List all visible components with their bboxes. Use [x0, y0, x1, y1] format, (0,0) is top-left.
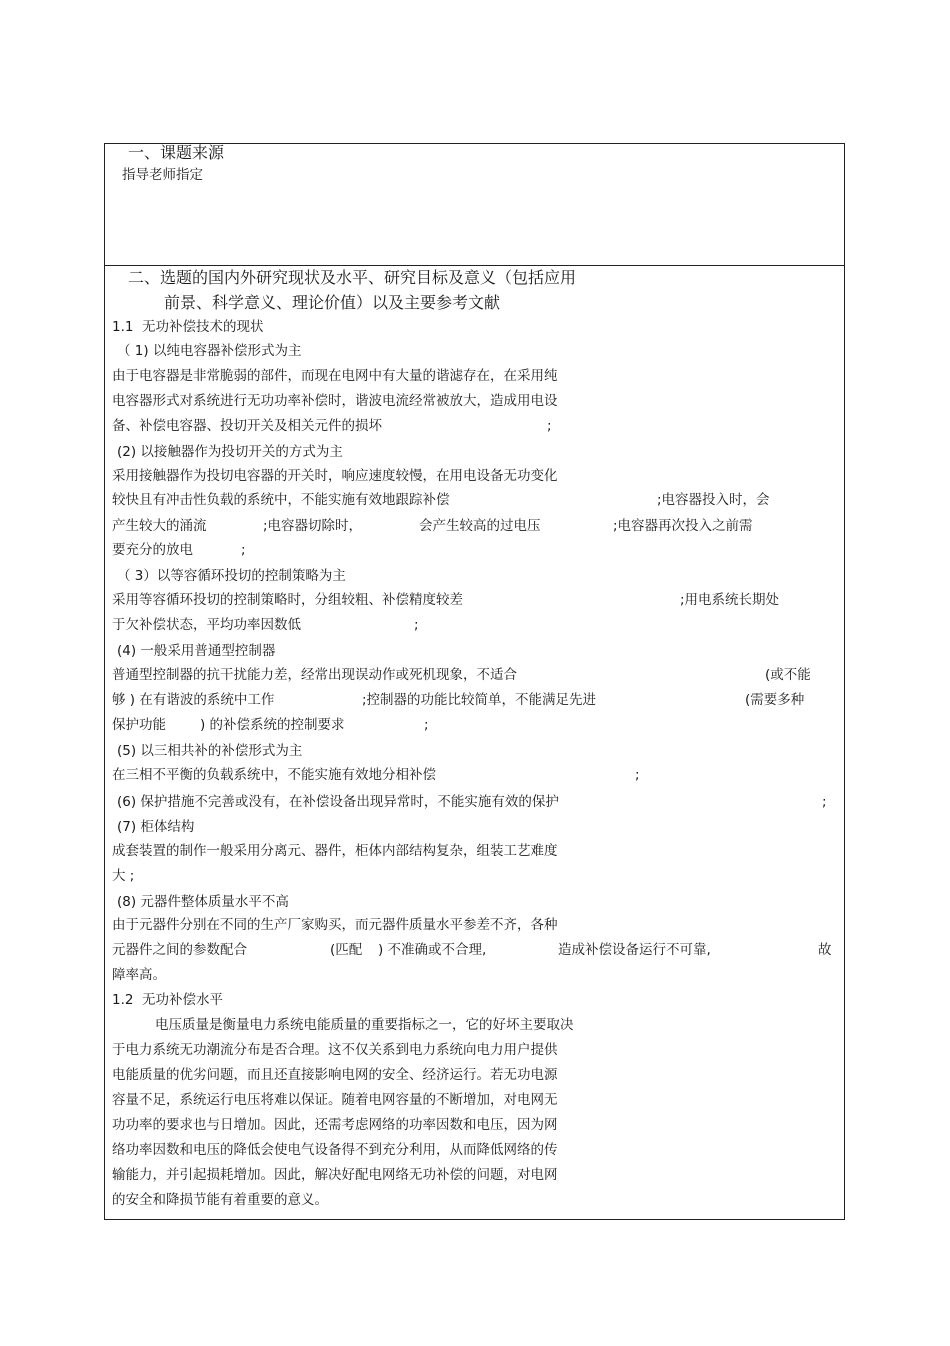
body-line-18-seg-0: 在三相不平衡的负载系统中，不能实施有效地分相补偿 — [112, 767, 436, 783]
body-line-12-seg-0: 于欠补偿状态，平均功率因数低 — [112, 617, 301, 633]
body-line-8-seg-3: ;电容器再次投入之前需 — [613, 518, 753, 534]
body-line-7-seg-1: ;电容器投入时，会 — [657, 492, 770, 508]
body-line-11-seg-1: ;用电系统长期处 — [680, 592, 780, 608]
row-divider — [104, 265, 845, 266]
body-line-31-seg-0: 容量不足，系统运行电压将难以保证。随着电网容量的不断增加，对电网无 — [112, 1092, 558, 1108]
body-line-33-seg-0: 络功率因数和电压的降低会使电气设备得不到充分利用，从而降低网络的传 — [112, 1142, 558, 1158]
body-line-32-seg-0: 功功率的要求也与日增加。因此，还需考虑网络的功率因数和电压，因为网 — [112, 1117, 558, 1133]
body-line-25-seg-1: (匹配 — [330, 942, 363, 958]
body-line-0-seg-0: 1.1 无功补偿技术的现状 — [112, 319, 264, 335]
body-line-9-seg-1: ; — [241, 542, 246, 558]
body-line-14-seg-0: 普通型控制器的抗干扰能力差，经常出现误动作或死机现象，不适合 — [112, 667, 517, 683]
body-line-5-seg-0: (2) 以接触器作为投切开关的方式为主 — [117, 444, 343, 460]
body-line-25-seg-3: 造成补偿设备运行不可靠, — [558, 942, 711, 958]
body-line-16-seg-2: ; — [424, 717, 429, 733]
body-line-2-seg-0: 由于电容器是非常脆弱的部件，而现在电网中有大量的谐滤存在，在采用纯 — [112, 368, 558, 384]
section1-heading: 一、课题来源 — [128, 143, 225, 162]
body-line-26-seg-0: 障率高。 — [112, 967, 166, 983]
body-line-13-seg-0: (4) 一般采用普通型控制器 — [117, 643, 276, 659]
body-line-4-seg-1: ; — [547, 418, 552, 434]
body-line-8-seg-1: ;电容器切除时， — [263, 518, 363, 534]
body-line-25-seg-0: 元器件之间的参数配合 — [112, 942, 247, 958]
body-line-15-seg-1: ;控制器的功能比较简单，不能满足先进 — [362, 692, 597, 708]
body-line-29-seg-0: 于电力系统无功潮流分布是否合理。这不仅关系到电力系统向电力用户提供 — [112, 1042, 558, 1058]
body-line-8-seg-2: 会产生较高的过电压 — [419, 518, 541, 534]
body-line-20-seg-0: (7) 柜体结构 — [117, 819, 195, 835]
body-line-19-seg-0: (6) 保护措施不完善或没有，在补偿设备出现异常时，不能实施有效的保护 — [117, 794, 559, 810]
body-line-21-seg-0: 成套装置的制作一般采用分离元、器件，柜体内部结构复杂，组装工艺难度 — [112, 843, 558, 859]
body-line-14-seg-1: (或不能 — [765, 667, 811, 683]
body-line-24-seg-0: 由于元器件分别在不同的生产厂家购买，而元器件质量水平参差不齐，各种 — [112, 917, 558, 933]
body-line-19-seg-1: ; — [822, 794, 827, 810]
body-line-22-seg-0: 大 ; — [112, 868, 135, 884]
body-line-18-seg-1: ; — [635, 767, 640, 783]
body-line-15-seg-2: (需要多种 — [745, 692, 805, 708]
body-line-25-seg-4: 故 — [818, 942, 832, 958]
body-line-23-seg-0: (8) 元器件整体质量水平不高 — [117, 894, 289, 910]
body-line-9-seg-0: 要充分的放电 — [112, 542, 193, 558]
body-line-16-seg-1: ) 的补偿系统的控制要求 — [200, 717, 345, 733]
body-line-25-seg-2: ) 不准确或不合理, — [378, 942, 487, 958]
body-line-17-seg-0: (5) 以三相共补的补偿形式为主 — [117, 743, 303, 759]
body-line-6-seg-0: 采用接触器作为投切电容器的开关时，响应速度较慢，在用电设备无功变化 — [112, 468, 558, 484]
body-line-4-seg-0: 备、补偿电容器、投切开关及相关元件的损坏 — [112, 418, 382, 434]
body-line-8-seg-0: 产生较大的涌流 — [112, 518, 207, 534]
body-line-15-seg-0: 够 ) 在有谐波的系统中工作 — [112, 692, 275, 708]
body-line-7-seg-0: 较快且有冲击性负载的系统中，不能实施有效地跟踪补偿 — [112, 492, 450, 508]
body-line-16-seg-0: 保护功能 — [112, 717, 166, 733]
body-line-28-seg-0: 电压质量是衡量电力系统电能质量的重要指标之一，它的好坏主要取决 — [155, 1017, 574, 1033]
body-line-10-seg-0: （ 3）以等容循环投切的控制策略为主 — [117, 568, 346, 584]
body-line-27-seg-0: 1.2 无功补偿水平 — [112, 992, 224, 1008]
body-line-35-seg-0: 的安全和降损节能有着重要的意义。 — [112, 1192, 328, 1208]
section1-content: 指导老师指定 — [122, 167, 203, 183]
body-line-3-seg-0: 电容器形式对系统进行无功功率补偿时，谐波电流经常被放大，造成用电设 — [112, 393, 558, 409]
body-line-30-seg-0: 电能质量的优劣问题，而且还直接影响电网的安全、经济运行。若无功电源 — [112, 1067, 558, 1083]
section2-heading-line2: 前景、科学意义、理论价值）以及主要参考文献 — [164, 293, 501, 312]
body-line-12-seg-1: ; — [414, 617, 419, 633]
body-line-34-seg-0: 输能力，并引起损耗增加。因此，解决好配电网络无功补偿的问题，对电网 — [112, 1167, 558, 1183]
body-line-11-seg-0: 采用等容循环投切的控制策略时，分组较粗、补偿精度较差 — [112, 592, 463, 608]
section2-heading-line1: 二、选题的国内外研究现状及水平、研究目标及意义（包括应用 — [128, 268, 577, 287]
body-line-1-seg-0: （ 1) 以纯电容器补偿形式为主 — [117, 343, 302, 359]
